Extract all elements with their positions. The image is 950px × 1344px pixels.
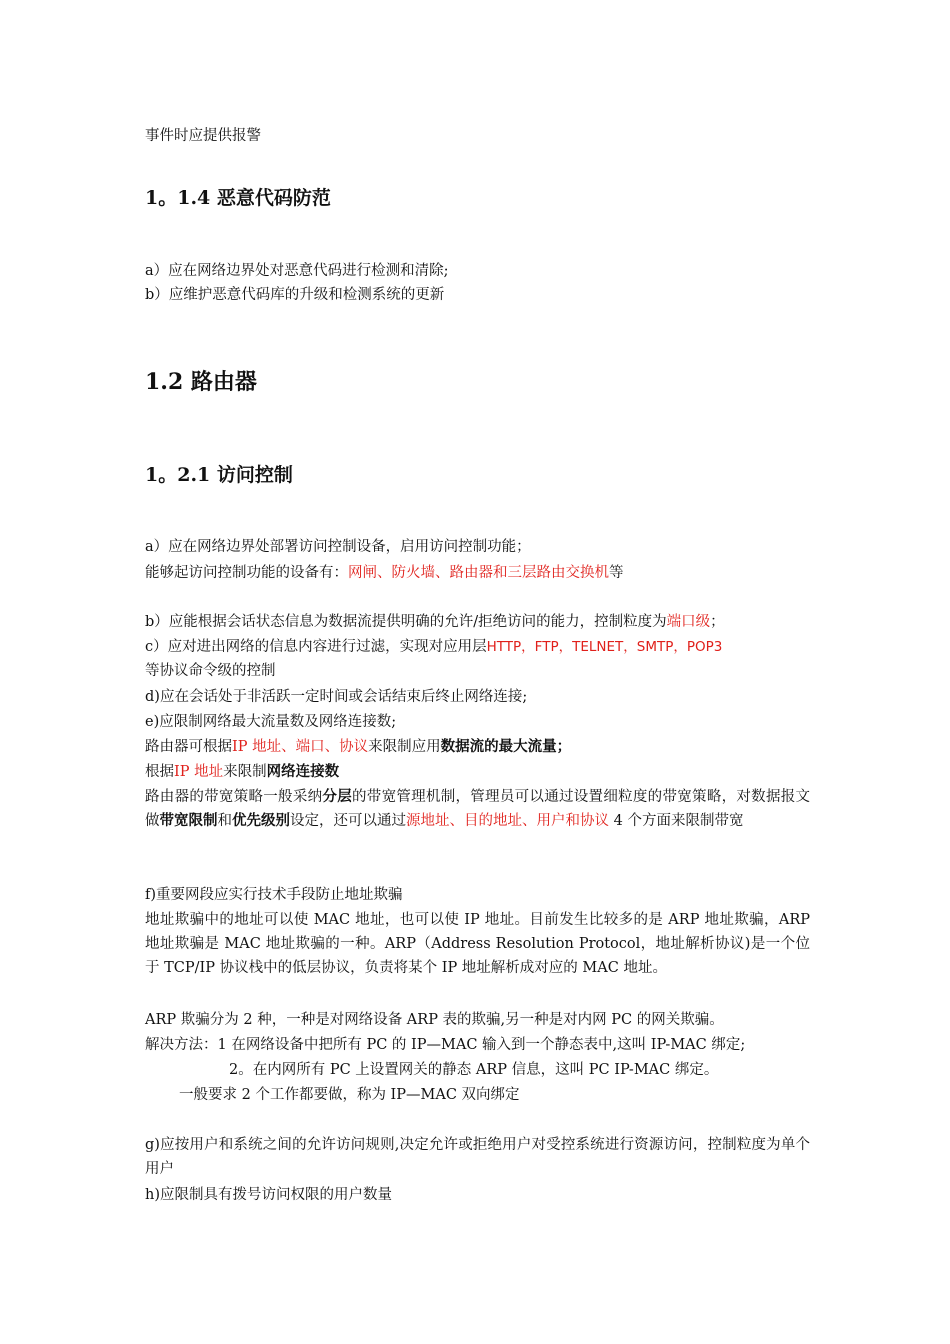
bw-bold-1: 分层 [322, 788, 352, 805]
router-conn-bold: 网络连接数 [266, 763, 340, 780]
router-conn-mid: 来限制 [223, 764, 267, 780]
router-conn-highlight: IP 地址 [174, 764, 224, 780]
item-a-malware-detect: a）应在网络边界处对恶意代码进行检测和清除; [145, 263, 449, 279]
bw-highlight: 源地址、目的地址、用户和协议 [406, 813, 609, 829]
router-flow-line [145, 735, 571, 759]
item-f-anti-spoof: f)重要网段应实行技术手段防止地址欺骗 [145, 887, 403, 903]
item-e-limit-flow: e)应限制网络最大流量数及网络连接数; [145, 714, 397, 730]
heading-1-1-4: 1。1.4 恶意代码防范 [145, 187, 331, 209]
bandwidth-paragraph [145, 785, 810, 833]
devices-line [145, 561, 624, 585]
router-flow-highlight: IP 地址、端口、协议 [232, 739, 369, 755]
item-c-protocols: HTTP，FTP，TELNET，SMTP，POP3 [486, 639, 723, 655]
devices-prefix: 能够起访问控制功能的设备有： [145, 565, 348, 581]
router-flow-bold: 数据流的最大流量； [440, 738, 572, 755]
item-c-end: 等协议命令级的控制 [145, 663, 276, 679]
item-b-text: b）应能根据会话状态信息为数据流提供明确的允许/拒绝访问的能力，控制粒度为 [145, 614, 667, 630]
bw-text-3: 和 [217, 813, 232, 829]
text-line-alarm: 事件时应提供报警 [145, 128, 261, 144]
solution-line-3: 一般要求 2 个工作都要做，称为 IP—MAC 双向绑定 [179, 1087, 520, 1103]
item-b-end: ； [710, 614, 725, 630]
heading-1-2-1-access-control: 1。2.1 访问控制 [145, 464, 293, 486]
solution-line-2: 2。在内网所有 PC 上设置网关的静态 ARP 信息，这叫 PC IP-MAC 绑定。 [229, 1062, 719, 1078]
router-conn-line [145, 760, 339, 784]
item-g-user-rules: g)应按用户和系统之间的允许访问规则,决定允许或拒绝用户对受控系统进行资源访问，控制粒度为单个用户 [145, 1137, 810, 1177]
item-b-malware-update: b）应维护恶意代码库的升级和检测系统的更新 [145, 287, 445, 303]
bw-text-4: 设定，还可以通过 [290, 813, 406, 829]
bw-bold-2: 带宽限制 [159, 812, 218, 829]
bw-text-1: 路由器的带宽策略一般采纳 [145, 789, 323, 805]
item-d-session-timeout: d)应在会话处于非活跃一定时间或会话结束后终止网络连接; [145, 689, 528, 705]
bw-text-5: 4 个方面来限制带宽 [609, 813, 744, 829]
spoof-paragraph: 地址欺骗中的地址可以使 MAC 地址，也可以使 IP 地址。目前发生比较多的是 ARP 地址欺骗，ARP 地址欺骗是 MAC 地址欺骗的一种。ARP（Address Resolution Protocol，地址解析协议)是一个位于 TCP/IP 协议栈中的低层协议，负责将某个 IP 地址解析成对应的 MAC 地址。 [145, 912, 810, 976]
heading-1-2-router: 1.2 路由器 [145, 369, 257, 395]
bw-bold-3: 优先级别 [232, 812, 290, 829]
item-b-highlight: 端口级 [666, 614, 711, 630]
item-c-filter [145, 635, 810, 683]
item-c-text: c）应对进出网络的信息内容进行过滤，实现对应用层 [145, 639, 487, 655]
devices-suffix: 等 [609, 565, 624, 581]
bw-text-2: 的带宽管理机制，管理员可以通过设置细粒度的带宽策略，对数据报文做 [145, 789, 811, 829]
devices-list: 网闸、防火墙、路由器和三层路由交换机 [348, 565, 609, 581]
router-conn-prefix: 根据 [145, 764, 174, 780]
router-flow-mid: 来限制应用 [368, 739, 441, 755]
solution-line-1: 解决方法：1 在网络设备中把所有 PC 的 IP—MAC 输入到一个静态表中,这叫 IP-MAC 绑定; [145, 1037, 746, 1053]
arp-types-line: ARP 欺骗分为 2 种，一种是对网络设备 ARP 表的欺骗,另一种是对内网 PC 的网关欺骗。 [145, 1012, 724, 1028]
item-b-session-state [145, 610, 725, 634]
item-h-dialup-limit: h)应限制具有拨号访问权限的用户数量 [145, 1187, 392, 1203]
item-a-access-control: a）应在网络边界处部署访问控制设备，启用访问控制功能； [145, 539, 531, 555]
router-flow-prefix: 路由器可根据 [145, 739, 232, 755]
